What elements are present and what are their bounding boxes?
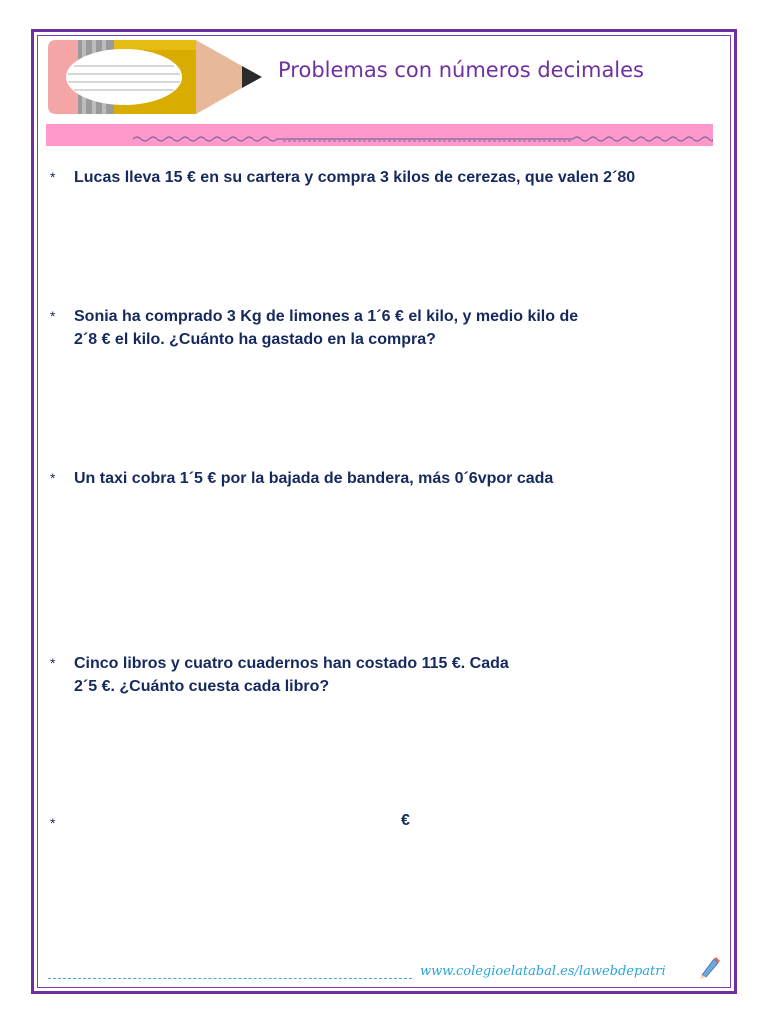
problem-line: Un taxi cobra 1´5 € por la bajada de bandera, más 0´6vpor cada <box>74 470 554 487</box>
bullet-icon: * <box>50 470 56 486</box>
page-title: Problemas con números decimales <box>278 58 645 82</box>
pencil-icon <box>46 38 262 116</box>
decorative-band <box>46 124 713 146</box>
wave-decoration <box>133 133 713 145</box>
bullet-icon: * <box>50 308 56 324</box>
problem-line: Lucas lleva 15 € en su cartera y compra 3 kilos de cerezas, que valen 2´80 <box>74 169 636 186</box>
bullet-icon: * <box>50 815 56 831</box>
problem-line: Sonia ha comprado 3 Kg de limones a 1´6 € el kilo, y medio kilo de <box>74 308 579 325</box>
footer-link[interactable]: www.colegioelatabal.es/lawebdepatri <box>420 964 666 979</box>
problem-line: 2´5 €. ¿Cuánto cuesta cada libro? <box>74 678 330 695</box>
bullet-icon: * <box>50 169 56 185</box>
euro-symbol: € <box>401 812 410 829</box>
pencil-icon <box>698 955 720 979</box>
bullet-icon: * <box>50 655 56 671</box>
problem-line: Cinco libros y cuatro cuadernos han costado 115 €. Cada <box>74 655 509 672</box>
problem-line: 2´8 € el kilo. ¿Cuánto ha gastado en la compra? <box>74 331 436 348</box>
footer-divider <box>48 978 412 979</box>
